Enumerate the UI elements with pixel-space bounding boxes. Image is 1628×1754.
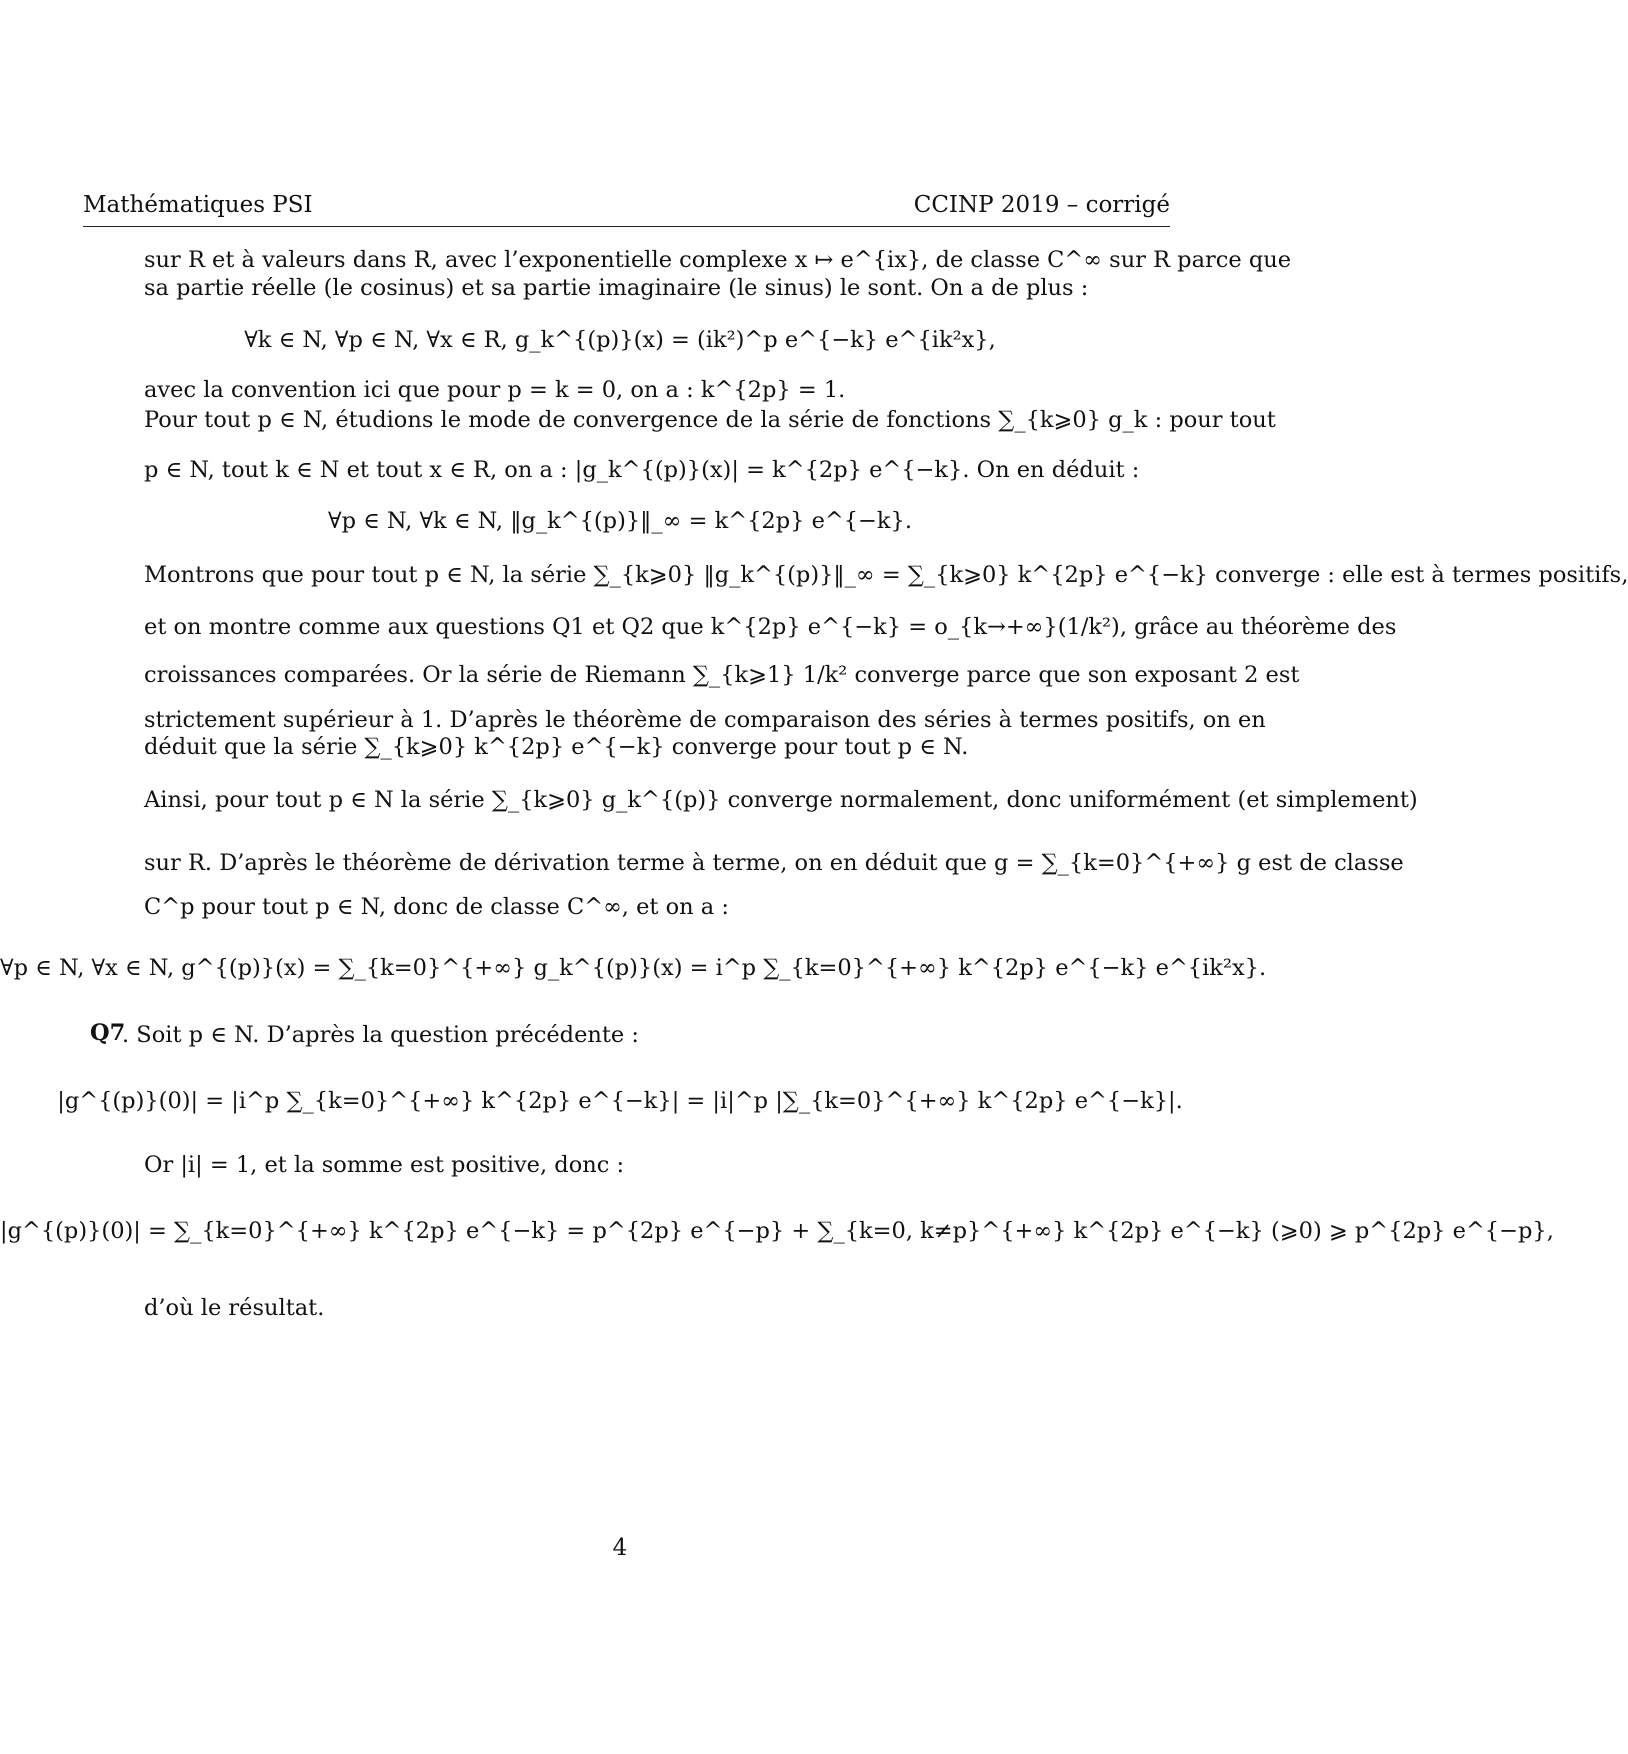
text-line: sur R. D’après le théorème de dérivation terme à terme, on en déduit que g = ∑_{k=0}^{+∞} g est de classe (144, 850, 1404, 876)
text-line: strictement supérieur à 1. D’après le théorème de comparaison des séries à termes positifs, on en (144, 707, 1266, 733)
text-line: et on montre comme aux questions Q1 et Q2 que k^{2p} e^{−k} = o_{k→+∞}(1/k²), grâce au théorème des (144, 614, 1397, 640)
equation-3: ∀p ∈ N, ∀x ∈ N, g^{(p)}(x) = ∑_{k=0}^{+∞} g_k^{(p)}(x) = i^p ∑_{k=0}^{+∞} k^{2p} e^{−k} e^{ik²x}. (0, 955, 1267, 981)
text-line: sa partie réelle (le cosinus) et sa partie imaginaire (le sinus) le sont. On a de plus : (144, 275, 1089, 301)
equation-2: ∀p ∈ N, ∀k ∈ N, ‖g_k^{(p)}‖_∞ = k^{2p} e^{−k}. (327, 508, 913, 534)
text-line: croissances comparées. Or la série de Riemann ∑_{k⩾1} 1/k² converge parce que son exposant 2 est (144, 662, 1300, 688)
text-line: déduit que la série ∑_{k⩾0} k^{2p} e^{−k} converge pour tout p ∈ N. (144, 734, 969, 760)
header-left: Mathématiques PSI (83, 192, 313, 218)
header-right: CCINP 2019 – corrigé (913, 192, 1170, 218)
question-label-q7: Q7 (90, 1020, 126, 1046)
text-line: sur R et à valeurs dans R, avec l’exponentielle complexe x ↦ e^{ix}, de classe C^∞ sur R parce que (144, 247, 1292, 273)
text-line: p ∈ N, tout k ∈ N et tout x ∈ R, on a : |g_k^{(p)}(x)| = k^{2p} e^{−k}. On en déduit : (144, 457, 1140, 483)
text-line: Ainsi, pour tout p ∈ N la série ∑_{k⩾0} g_k^{(p)} converge normalement, donc uniformément (et simplement) (144, 787, 1418, 813)
text-line: C^p pour tout p ∈ N, donc de classe C^∞, et on a : (144, 894, 729, 920)
text-line: d’où le résultat. (144, 1295, 325, 1321)
text-line: Montrons que pour tout p ∈ N, la série ∑_{k⩾0} ‖g_k^{(p)}‖_∞ = ∑_{k⩾0} k^{2p} e^{−k} converge : elle est à termes positifs, (144, 562, 1628, 588)
text-line: Or |i| = 1, et la somme est positive, donc : (144, 1152, 625, 1178)
page-number: 4 (612, 1535, 628, 1561)
text-line: . Soit p ∈ N. D’après la question précédente : (122, 1022, 639, 1048)
equation-1: ∀k ∈ N, ∀p ∈ N, ∀x ∈ R, g_k^{(p)}(x) = (ik²)^p e^{−k} e^{ik²x}, (244, 327, 996, 353)
text-line: Pour tout p ∈ N, étudions le mode de convergence de la série de fonctions ∑_{k⩾0} g_k : pour tout (144, 407, 1276, 433)
equation-5: |g^{(p)}(0)| = ∑_{k=0}^{+∞} k^{2p} e^{−k} = p^{2p} e^{−p} + ∑_{k=0, k≠p}^{+∞} k^{2p} e^{−k} (⩾0) ⩾ p^{2p} e^{−p}, (0, 1218, 1554, 1244)
page-header (83, 192, 1170, 227)
equation-4: |g^{(p)}(0)| = |i^p ∑_{k=0}^{+∞} k^{2p} e^{−k}| = |i|^p |∑_{k=0}^{+∞} k^{2p} e^{−k}|. (57, 1088, 1183, 1114)
text-line: avec la convention ici que pour p = k = 0, on a : k^{2p} = 1. (144, 377, 846, 403)
